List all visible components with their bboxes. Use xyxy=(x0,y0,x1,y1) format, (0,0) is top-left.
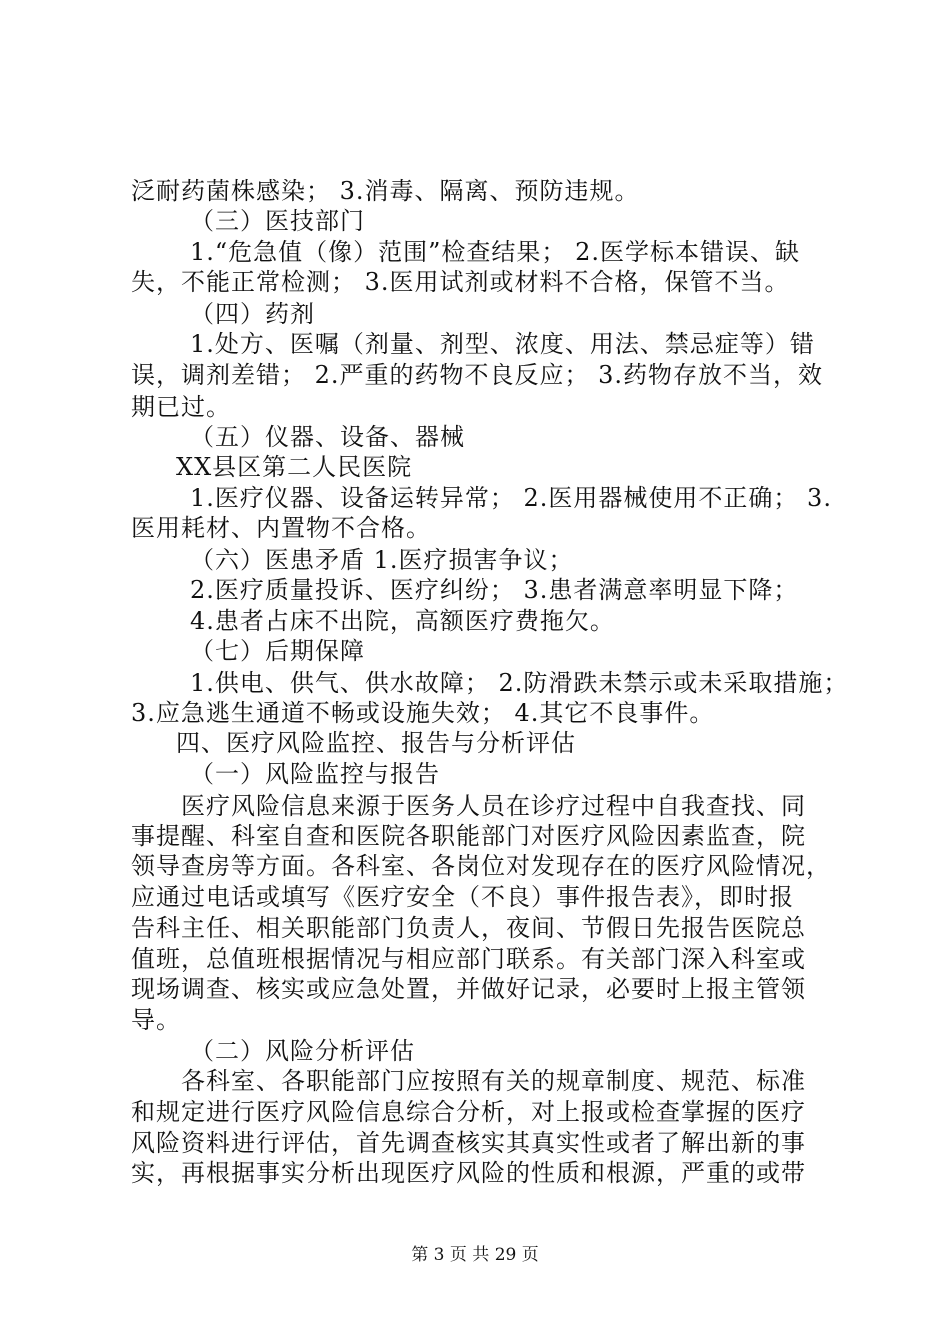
body-text-line: 4.患者占床不出院，高额医疗费拖欠。 xyxy=(190,607,615,635)
section-heading-medical-technology: （三）医技部门 xyxy=(190,207,365,235)
body-text-line: 值班，总值班根据情况与相应部门联系。有关部门深入科室或 xyxy=(131,945,806,973)
body-text-line: 事提醒、科室自查和医院各职能部门对医疗风险因素监查，院 xyxy=(131,822,806,850)
body-text-line: 各科室、各职能部门应按照有关的规章制度、规范、标准 xyxy=(181,1067,806,1095)
body-text-line: 导。 xyxy=(131,1006,181,1034)
body-text-line: 期已过。 xyxy=(131,393,231,421)
body-text-line: 实，再根据事实分析出现医疗风险的性质和根源，严重的或带 xyxy=(131,1159,806,1187)
section-heading-disputes: （六）医患矛盾 1.医疗损害争议； xyxy=(190,546,574,574)
body-text-line: 1.处方、医嘱（剂量、剂型、浓度、用法、禁忌症等）错 xyxy=(190,330,815,358)
body-text-line: 2.医疗质量投诉、医疗纠纷； 3.患者满意率明显下降； xyxy=(190,576,799,604)
body-text-line: 1.医疗仪器、设备运转异常； 2.医用器械使用不正确； 3. xyxy=(190,484,832,512)
section-heading-logistics: （七）后期保障 xyxy=(190,637,365,665)
section-heading-monitoring-reporting: （一）风险监控与报告 xyxy=(190,760,440,788)
section-heading-pharmacy: （四）药剂 xyxy=(190,300,315,328)
section-heading-risk-analysis: （二）风险分析评估 xyxy=(190,1037,415,1065)
body-text-line: 3.应急逃生通道不畅或设施失效； 4.其它不良事件。 xyxy=(131,699,715,727)
body-text-line: 告科主任、相关职能部门负责人，夜间、节假日先报告医院总 xyxy=(131,914,806,942)
body-text-line: 医疗风险信息来源于医务人员在诊疗过程中自我查找、同 xyxy=(181,792,806,820)
body-text-line: 和规定进行医疗风险信息综合分析，对上报或检查掌握的医疗 xyxy=(131,1098,806,1126)
body-text-line: 风险资料进行评估，首先调查核实其真实性或者了解出新的事 xyxy=(131,1129,806,1157)
body-text-line: 1.“危急值（像）范围”检查结果； 2.医学标本错误、缺 xyxy=(190,238,800,266)
body-text-line: 1.供电、供气、供水故障； 2.防滑跌未禁示或未采取措施； xyxy=(190,669,849,697)
body-text-line: 领导查房等方面。各科室、各岗位对发现存在的医疗风险情况， xyxy=(131,852,831,880)
body-text-line: 现场调查、核实或应急处置，并做好记录，必要时上报主管领 xyxy=(131,975,806,1003)
section-heading-equipment: （五）仪器、设备、器械 xyxy=(190,423,465,451)
body-text-line: 应通过电话或填写《医疗安全（不良）事件报告表》，即时报 xyxy=(131,883,794,911)
body-text-line: 医用耗材、内置物不合格。 xyxy=(131,514,431,542)
body-text-line: 泛耐药菌株感染； 3.消毒、隔离、预防违规。 xyxy=(131,177,640,205)
chapter-heading-risk-monitoring: 四、医疗风险监控、报告与分析评估 xyxy=(176,729,576,757)
body-text-line: 误，调剂差错； 2.严重的药物不良反应； 3.药物存放不当，效 xyxy=(131,361,824,389)
body-text-line: 失，不能正常检测； 3.医用试剂或材料不合格，保管不当。 xyxy=(131,268,790,296)
hospital-name-line: XX县区第二人民医院 xyxy=(176,453,413,481)
page-number-footer: 第 3 页 共 29 页 xyxy=(411,1245,539,1265)
